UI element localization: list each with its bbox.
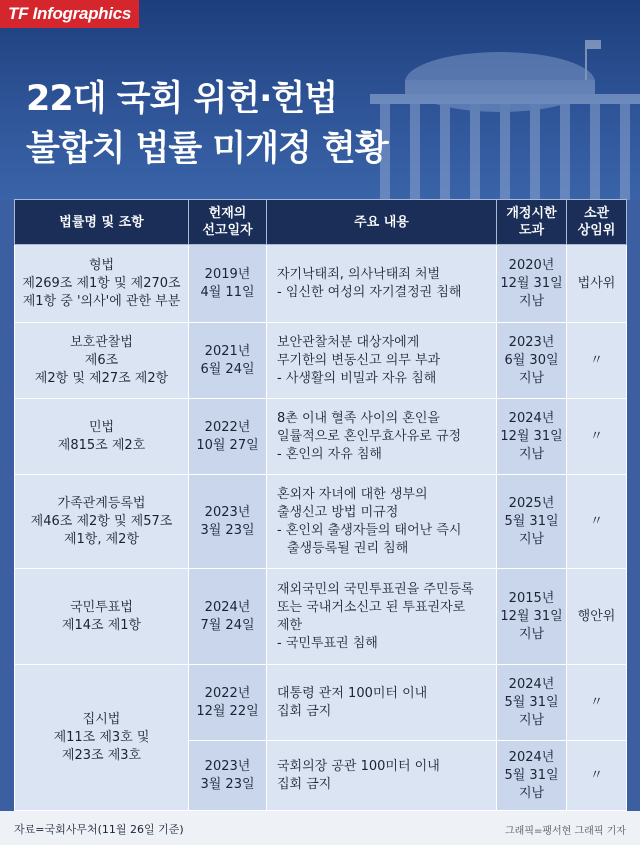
table-row <box>15 569 627 665</box>
cell-committee: 〃 <box>567 665 627 741</box>
cell-law: 형법 제269조 제1항 및 제270조 제1항 중 '의사'에 관한 부분 <box>15 245 189 323</box>
cell-deadline: 2024년 5월 31일 지남 <box>497 741 567 811</box>
graphic-credit: 그래픽=팽서현 그래픽 기자 <box>505 826 626 837</box>
header-law: 법률명 및 조항 <box>15 200 189 245</box>
law-status-table-container <box>14 199 626 811</box>
cell-law: 민법 제815조 제2호 <box>15 399 189 475</box>
page-title <box>26 74 388 174</box>
header-content: 주요 내용 <box>267 200 497 245</box>
cell-ruling-date: 2022년 12월 22일 <box>189 665 267 741</box>
cell-content: 재외국민의 국민투표권을 주민등록 또는 국내거소신고 된 투표권자로 제한 - 국민투표권 침해 <box>267 569 497 665</box>
cell-ruling-date: 2023년 3월 23일 <box>189 741 267 811</box>
cell-ruling-date: 2023년 3월 23일 <box>189 475 267 569</box>
source-note: 자료=국회사무처(11월 26일 기준) <box>14 823 184 836</box>
cell-law: 집시법 제11조 제3호 및 제23조 제3호 <box>15 665 189 811</box>
header-ruling-date: 헌재의 선고일자 <box>189 200 267 245</box>
cell-committee: 〃 <box>567 399 627 475</box>
cell-committee: 〃 <box>567 741 627 811</box>
cell-deadline: 2015년 12월 31일 지남 <box>497 569 567 665</box>
table-row <box>15 323 627 399</box>
cell-content: 8촌 이내 혈족 사이의 혼인을 일률적으로 혼인무효사유로 규정 - 혼인의 자유 침해 <box>267 399 497 475</box>
cell-committee: 〃 <box>567 475 627 569</box>
national-assembly-building-image <box>350 20 640 200</box>
footer <box>0 811 640 845</box>
cell-committee: 〃 <box>567 323 627 399</box>
cell-content: 대통령 관저 100미터 이내 집회 금지 <box>267 665 497 741</box>
cell-deadline: 2024년 12월 31일 지남 <box>497 399 567 475</box>
cell-deadline: 2025년 5월 31일 지남 <box>497 475 567 569</box>
table-row <box>15 475 627 569</box>
law-status-table <box>14 199 627 811</box>
title-line-1: 22대 국회 위헌·헌법 <box>26 79 338 119</box>
cell-ruling-date: 2024년 7월 24일 <box>189 569 267 665</box>
cell-content: 보안관찰처분 대상자에게 무기한의 변동신고 의무 부과 - 사생활의 비밀과 자유 침해 <box>267 323 497 399</box>
table-header-row <box>15 200 627 245</box>
cell-law: 국민투표법 제14조 제1항 <box>15 569 189 665</box>
cell-content: 혼외자 자녀에 대한 생부의 출생신고 방법 미규정 - 혼인외 출생자들의 태어난 즉시 출생등록될 권리 침해 <box>267 475 497 569</box>
cell-committee: 법사위 <box>567 245 627 323</box>
cell-content: 국회의장 공관 100미터 이내 집회 금지 <box>267 741 497 811</box>
cell-deadline: 2023년 6월 30일 지남 <box>497 323 567 399</box>
header-committee: 소관 상임위 <box>567 200 627 245</box>
cell-deadline: 2020년 12월 31일 지남 <box>497 245 567 323</box>
title-line-2: 불합치 법률 미개정 현황 <box>26 129 388 169</box>
cell-content: 자기낙태죄, 의사낙태죄 처벌 - 임신한 여성의 자기결정권 침해 <box>267 245 497 323</box>
brand-logo: TF Infographics <box>0 0 139 28</box>
cell-ruling-date: 2022년 10월 27일 <box>189 399 267 475</box>
header-deadline: 개정시한 도과 <box>497 200 567 245</box>
cell-ruling-date: 2019년 4월 11일 <box>189 245 267 323</box>
table-row <box>15 399 627 475</box>
cell-law: 보호관찰법 제6조 제2항 및 제27조 제2항 <box>15 323 189 399</box>
cell-deadline: 2024년 5월 31일 지남 <box>497 665 567 741</box>
cell-law: 가족관계등록법 제46조 제2항 및 제57조 제1항, 제2항 <box>15 475 189 569</box>
table-row <box>15 665 627 741</box>
cell-ruling-date: 2021년 6월 24일 <box>189 323 267 399</box>
table-row <box>15 245 627 323</box>
hero-banner <box>0 0 640 200</box>
cell-committee: 행안위 <box>567 569 627 665</box>
